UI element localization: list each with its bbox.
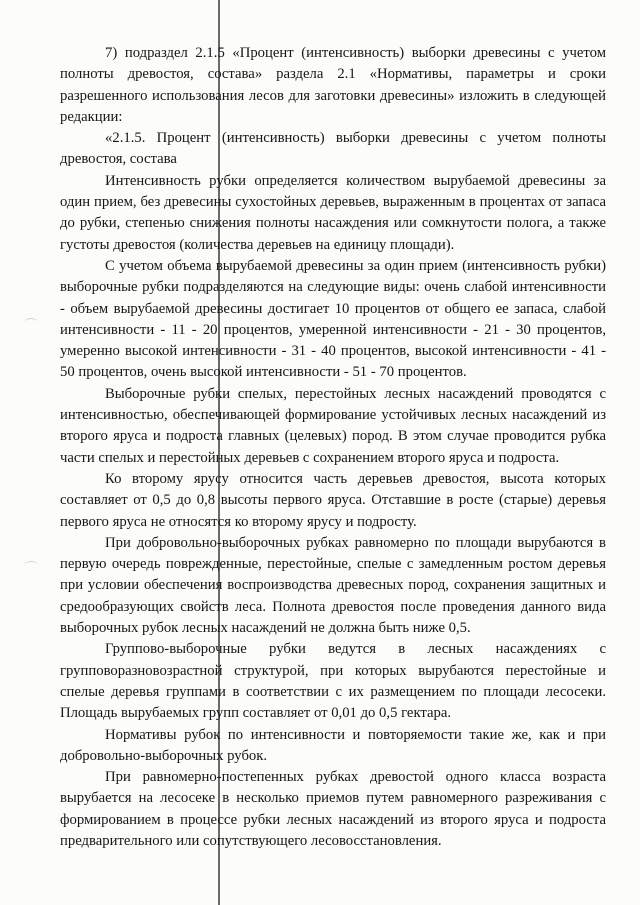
paragraph-group-selective: Группово-выборочные рубки ведутся в лесных насаждениях с групповоразновозрастной структурой, при которых вырубаются перестойные и спелые деревья группами в соответствии с их размещением по площади лесосеки. Площадь вырубаемых групп составляет от 0,01 до 0,5 гектара. (60, 641, 606, 722)
paragraph-intensity-types: С учетом объема вырубаемой древесины за один прием (интенсивность рубки) выборочные рубки подразделяются на следующие виды: очень слабой интенсивности - объем вырубаемой древесины достигает 10 процентов от общего ее запаса, слабой интенсивности - 11 - 20 процентов, умеренной интенсивности - 21 - 30 процентов, умеренно высокой интенсивности - 31 - 40 процентов, высокой интенсивности - 41 - 50 процентов, очень высокой интенсивности - 51 - 70 процентов. (60, 257, 606, 381)
punch-hole-mark (24, 561, 38, 570)
paragraph-intensity-definition: Интенсивность рубки определяется количеством вырубаемой древесины за один прием, без древесины сухостойных деревьев, выраженным в процентах от запаса до рубки, степенью снижения полноты насаждения или сомкнутости полога, а также густоты древостоя (количества деревьев на единицу площади). (60, 172, 606, 253)
paragraph-gradual-cuttings: При равномерно-постепенных рубках древостой одного класса возраста вырубается на лесосеке в несколько приемов путем равномерного разреживания с формированием в процессе рубки лесных насаждений из второго яруса и подроста предварительного или сопутствующего лесовосстановления. (60, 769, 606, 849)
paragraph-selective-cuttings: Выборочные рубки спелых, перестойных лесных насаждений проводятся с интенсивностью, обеспечивающей формирование устойчивых лесных насаждений из второго яруса и подроста главных (целевых) пород. В этом случае проводится рубка части спелых и перестойных деревьев с сохранением второго яруса и подроста. (60, 385, 606, 466)
document-body (60, 43, 606, 852)
paragraph-voluntary-selective: При добровольно-выборочных рубках равномерно по площади вырубаются в первую очередь поврежденные, перестойные, спелые с замедленным ростом деревья при условии обеспечения воспроизводства древесных пород, сохранения защитных и средообразующих свойств леса. Полнота древостоя после проведения данного вида выборочных рубок лесных насаждений не должна быть ниже 0,5. (60, 534, 606, 637)
paragraph-section-heading: «2.1.5. Процент (интенсивность) выборки древесины с учетом полноты древостоя, состава (60, 130, 606, 168)
paragraph-second-tier: Ко второму ярусу относится часть деревьев древостоя, высота которых составляет от 0,5 до 0,8 высоты первого яруса. Отставшие в росте (старые) деревья первого яруса не относятся ко второму ярусу и подросту. (60, 470, 606, 530)
punch-hole-mark (24, 318, 38, 327)
paragraph-norms: Нормативы рубок по интенсивности и повторяемости такие же, как и при добровольно-выборочных рубок. (60, 726, 606, 764)
paragraph-amendment-intro: 7) подраздел 2.1.5 «Процент (интенсивность) выборки древесины с учетом полноты древостоя, состава» раздела 2.1 «Нормативы, параметры и сроки разрешенного использования лесов для заготовки древесины» изложить в следующей редакции: (60, 45, 606, 125)
